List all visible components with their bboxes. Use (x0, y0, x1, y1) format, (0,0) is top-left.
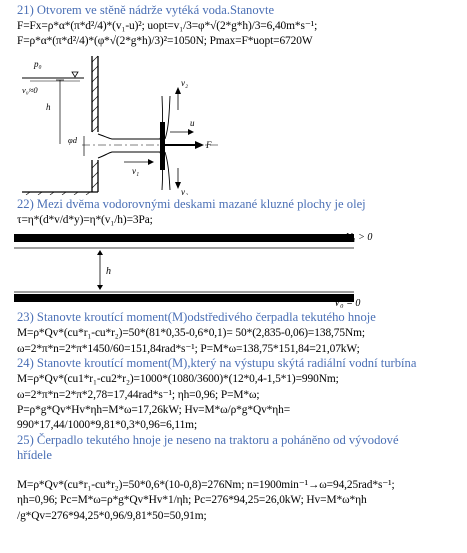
tank-outflow-figure (20, 50, 250, 195)
problem-24-equation-4: 990*17,44/1000*9,81*0,3*0,96=6,11m; (17, 419, 198, 431)
problem-23-heading: 23) Stanovte kroutící moment(M)odstředivého čerpadla tekutého hnoje (17, 310, 376, 324)
problem-25-equation-2: ηh=0,96; Pc=M*ω=ρ*g*Qv*Hv*1/ηh; Pc=276*94,25=26,0kW; Hv=M*ω*ηh (17, 494, 367, 506)
figure-label-v2-bottom: v₂ (181, 187, 189, 195)
problem-24-equation-2: ω=2*π*n=2*π*2,78=17,44rad*s⁻¹; ηh=0,96; P=M*ω; (17, 389, 260, 401)
label-gap-h: h (106, 266, 111, 277)
figure-label-v0: v₀≈0 (22, 85, 38, 95)
figure-label-force: F (206, 140, 212, 150)
problem-24-equation-3: P=ρ*g*Qv*Hv*ηh=M*ω=17,26kW; Hv=M*ω/ρ*g*Qv*ηh= (17, 404, 291, 416)
problem-25-heading-continued: hřídele (17, 448, 52, 462)
label-upper-velocity: V₁ > 0 (346, 232, 373, 243)
problem-25-heading: 25) Čerpadlo tekutého hnoje je neseno na traktoru a poháněno od vývodové (17, 433, 399, 447)
figure-label-h: h (46, 102, 51, 112)
problem-21-equation-2: F=ρ*α*(π*d²/4)*(φ*√(2*g*h)/3)²=1050N; Pmax=F*uopt=6720W (17, 35, 313, 47)
problem-23-equation-2: ω=2*π*n=2*π*1450/60=151,84rad*s⁻¹; P=M*ω=138,75*151,84=21,07kW; (17, 343, 360, 355)
figure-label-v1: v₁ (132, 166, 140, 176)
problem-22-equation: τ=η*(d*v/d*y)=η*(v₁/h)=3Pa; (17, 214, 153, 226)
sliding-plates-figure (14, 228, 434, 308)
problem-24-heading: 24) Stanovte kroutící moment(M),který na výstupu skýtá radiální vodní turbína (17, 356, 417, 370)
problem-21-equation-1: F=Fx=ρ*α*(π*d²/4)*(v₁-u)²; uopt=v₁/3=φ*√(2*g*h)/3=6,40m*s⁻¹; (17, 20, 318, 32)
problem-25-equation-1: M=ρ*Qv*(cu*r₁-cu*r₂)=50*0,6*(10-0,8)=276Nm; n=1900min⁻¹→ω=94,25rad*s⁻¹; (17, 479, 395, 491)
figure-label-u: u (190, 118, 195, 128)
figure-label-diameter: φd (68, 135, 77, 145)
problem-24-equation-1: M=ρ*Qv*(cu1*r₁-cu2*r₂)=1000*(1080/3600)*(12*0,4-1,5*1)=990Nm; (17, 373, 339, 385)
problem-21-heading: 21) Otvorem ve stěně nádrže vytéká voda.Stanovte (17, 3, 275, 17)
figure-label-p0: p₀ (34, 59, 42, 69)
problem-25-equation-3: /g*Qv=276*94,25*0,96/9,81*50=50,91m; (17, 510, 207, 522)
problem-22-heading: 22) Mezi dvěma vodorovnými deskami mazané kluzné plochy je olej (17, 197, 366, 211)
problem-23-equation-1: M=ρ*Qv*(cu*r₁-cu*r₂)=50*(81*0,35-0,6*0,1)= 50*(2,835-0,06)=138,75Nm; (17, 327, 365, 339)
figure-label-v2-top: v₂ (181, 78, 189, 88)
label-lower-velocity: V₀ = 0 (334, 298, 361, 308)
